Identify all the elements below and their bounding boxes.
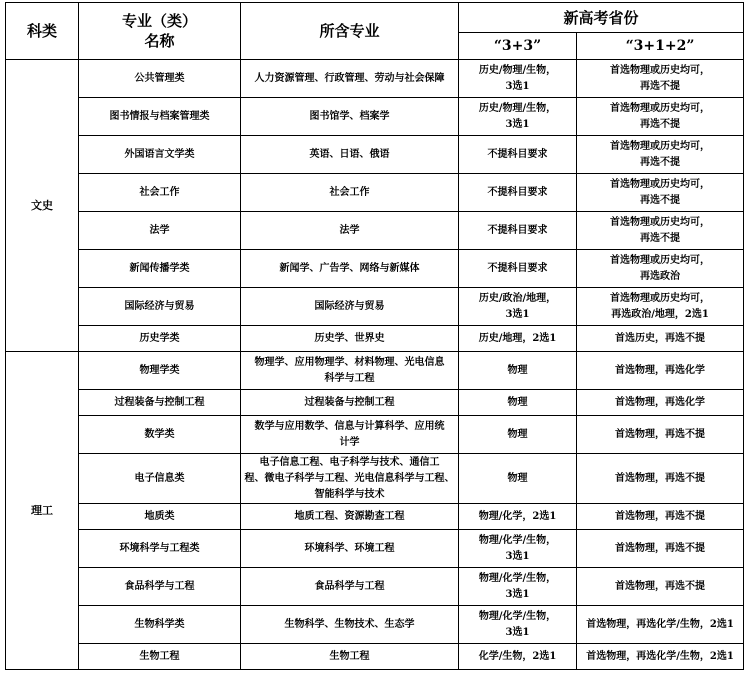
included-majors-cell	[241, 136, 459, 174]
requirement-3-3-line: 3选1	[505, 550, 530, 562]
category-cell: 文史	[6, 60, 79, 352]
requirement-3-1-2-cell	[577, 568, 744, 606]
included-majors-line: 地质工程、资源勘查工程	[294, 510, 405, 522]
table-body	[6, 60, 744, 670]
requirement-3-3-cell	[459, 390, 577, 416]
included-majors-cell	[241, 568, 459, 606]
included-majors-line: 英语、日语、俄语	[309, 148, 390, 160]
requirement-3-1-2-line: 再选政治	[640, 270, 680, 282]
requirement-3-1-2-cell	[577, 644, 744, 670]
included-majors-line: 环境科学、环境工程	[304, 542, 395, 554]
requirement-3-1-2-line: 首选物理或历史均可，	[610, 254, 710, 266]
requirement-3-1-2-line: 首选物理，再选化学/生物，2选1	[586, 650, 734, 662]
requirement-3-1-2-cell	[577, 352, 744, 390]
included-majors-cell	[241, 390, 459, 416]
requirement-3-1-2-line: 首选物理或历史均可，	[610, 216, 710, 228]
included-majors-cell	[241, 250, 459, 288]
requirement-3-3-line: 物理/化学，2选1	[478, 510, 557, 522]
requirement-3-3-line: 不提科目要求	[487, 148, 548, 160]
requirement-3-3-cell	[459, 288, 577, 326]
included-majors-line: 程、微电子科学与工程、光电信息科学与工程、	[244, 472, 455, 484]
header-major-line2: 名称	[144, 32, 175, 50]
requirement-3-1-2-cell	[577, 60, 744, 98]
included-majors-cell	[241, 98, 459, 136]
included-majors-line: 法学	[339, 224, 360, 236]
requirement-3-1-2-cell	[577, 390, 744, 416]
requirement-3-3-line: 物理/化学/生物，	[478, 534, 557, 546]
major-name-cell: 电子信息类	[79, 454, 241, 504]
requirement-3-1-2-line: 首选物理，再选不提	[615, 428, 705, 440]
table-row	[6, 644, 744, 670]
requirement-3-1-2-line: 再选不提	[640, 156, 680, 168]
requirement-3-1-2-line: 首选物理或历史均可，	[610, 102, 710, 114]
requirement-3-3-cell	[459, 568, 577, 606]
header-major-name	[79, 3, 241, 60]
table-row	[6, 390, 744, 416]
requirement-3-3-cell	[459, 136, 577, 174]
requirement-3-3-cell	[459, 454, 577, 504]
included-majors-line: 食品科学与工程	[314, 580, 385, 592]
included-majors-line: 科学与工程	[324, 372, 375, 384]
included-majors-line: 物理学、应用物理学、材料物理、光电信息	[254, 356, 445, 368]
requirement-3-3-cell	[459, 504, 577, 530]
included-majors-line: 过程装备与控制工程	[304, 396, 395, 408]
major-name-cell: 物理学类	[79, 352, 241, 390]
table-row	[6, 98, 744, 136]
table-row	[6, 250, 744, 288]
requirement-3-3-cell	[459, 416, 577, 454]
requirement-3-3-line: 历史/地理，2选1	[478, 332, 557, 344]
requirement-3-3-cell	[459, 530, 577, 568]
requirement-3-1-2-cell	[577, 606, 744, 644]
requirement-3-3-line: 3选1	[505, 626, 530, 638]
included-majors-cell	[241, 174, 459, 212]
included-majors-line: 生物科学、生物技术、生态学	[284, 618, 415, 630]
requirement-3-3-line: 3选1	[505, 80, 530, 92]
requirement-3-1-2-cell	[577, 174, 744, 212]
included-majors-line: 国际经济与贸易	[314, 300, 385, 312]
included-majors-cell	[241, 504, 459, 530]
requirement-3-1-2-line: 再选政治/地理，2选1	[611, 308, 709, 320]
requirement-3-3-cell	[459, 606, 577, 644]
requirement-3-1-2-line: 再选不提	[640, 232, 680, 244]
requirement-3-1-2-line: 再选不提	[640, 194, 680, 206]
requirement-3-1-2-cell	[577, 530, 744, 568]
requirement-3-1-2-cell	[577, 288, 744, 326]
requirement-3-3-line: 不提科目要求	[487, 262, 548, 274]
requirement-3-3-line: 历史/物理/生物，	[478, 64, 557, 76]
requirement-3-3-cell	[459, 326, 577, 352]
major-name-cell: 过程装备与控制工程	[79, 390, 241, 416]
subject-requirements-table	[5, 2, 744, 670]
requirement-3-1-2-cell	[577, 250, 744, 288]
requirement-3-1-2-cell	[577, 212, 744, 250]
table-row	[6, 212, 744, 250]
included-majors-line: 历史学、世界史	[314, 332, 385, 344]
requirement-3-3-cell	[459, 98, 577, 136]
requirement-3-3-cell	[459, 60, 577, 98]
included-majors-line: 生物工程	[329, 650, 370, 662]
requirement-3-1-2-line: 再选不提	[640, 80, 680, 92]
requirement-3-1-2-line: 首选物理，再选不提	[615, 472, 705, 484]
major-name-cell: 新闻传播学类	[79, 250, 241, 288]
header-major-line1: 专业（类）	[121, 12, 197, 30]
requirement-3-1-2-cell	[577, 504, 744, 530]
requirement-3-3-line: 物理	[507, 364, 528, 376]
included-majors-cell	[241, 454, 459, 504]
requirement-3-3-line: 历史/政治/地理，	[478, 292, 557, 304]
requirement-3-3-cell	[459, 174, 577, 212]
table-row	[6, 416, 744, 454]
included-majors-cell	[241, 352, 459, 390]
requirement-3-1-2-cell	[577, 326, 744, 352]
major-name-cell: 国际经济与贸易	[79, 288, 241, 326]
requirement-3-3-cell	[459, 212, 577, 250]
major-name-cell: 生物工程	[79, 644, 241, 670]
table-row	[6, 60, 744, 98]
included-majors-line: 社会工作	[329, 186, 370, 198]
included-majors-line: 计学	[339, 436, 360, 448]
table-row	[6, 352, 744, 390]
major-name-cell: 图书情报与档案管理类	[79, 98, 241, 136]
table-row	[6, 568, 744, 606]
table-row	[6, 606, 744, 644]
requirement-3-3-line: 不提科目要求	[487, 186, 548, 198]
requirement-3-1-2-line: 首选物理，再选化学	[615, 396, 705, 408]
requirement-3-3-line: 物理	[507, 472, 528, 484]
major-name-cell: 食品科学与工程	[79, 568, 241, 606]
requirement-3-1-2-line: 首选历史，再选不提	[615, 332, 705, 344]
major-name-cell: 地质类	[79, 504, 241, 530]
included-majors-cell	[241, 60, 459, 98]
table-row	[6, 530, 744, 568]
included-majors-line: 数学与应用数学、信息与计算科学、应用统	[254, 420, 445, 432]
major-name-cell: 公共管理类	[79, 60, 241, 98]
category-cell: 理工	[6, 352, 79, 670]
header-3-1-2: “3+1+2”	[577, 33, 744, 60]
table-row	[6, 136, 744, 174]
major-name-cell: 生物科学类	[79, 606, 241, 644]
included-majors-line: 人力资源管理、行政管理、劳动与社会保障	[254, 72, 445, 84]
requirement-3-1-2-line: 首选物理，再选化学/生物，2选1	[586, 618, 734, 630]
table-row	[6, 454, 744, 504]
requirement-3-1-2-line: 首选物理或历史均可，	[610, 140, 710, 152]
requirement-3-3-line: 化学/生物，2选1	[478, 650, 557, 662]
major-name-cell: 数学类	[79, 416, 241, 454]
requirement-3-1-2-line: 首选物理，再选不提	[615, 510, 705, 522]
requirement-3-3-line: 历史/物理/生物，	[478, 102, 557, 114]
requirement-3-1-2-line: 首选物理或历史均可，	[610, 178, 710, 190]
requirement-3-3-cell	[459, 352, 577, 390]
requirement-3-1-2-cell	[577, 454, 744, 504]
major-name-cell: 历史学类	[79, 326, 241, 352]
requirement-3-1-2-cell	[577, 98, 744, 136]
header-new-provinces: 新高考省份	[459, 3, 744, 33]
requirement-3-1-2-line: 首选物理，再选不提	[615, 580, 705, 592]
requirement-3-3-line: 3选1	[505, 118, 530, 130]
included-majors-line: 电子信息工程、电子科学与技术、通信工	[259, 456, 440, 468]
requirement-3-3-line: 物理	[507, 396, 528, 408]
table-row	[6, 504, 744, 530]
requirement-3-1-2-line: 首选物理或历史均可，	[610, 64, 710, 76]
requirement-3-3-line: 物理	[507, 428, 528, 440]
major-name-cell: 社会工作	[79, 174, 241, 212]
included-majors-cell	[241, 606, 459, 644]
requirement-3-3-cell	[459, 250, 577, 288]
included-majors-cell	[241, 326, 459, 352]
requirement-3-3-line: 物理/化学/生物，	[478, 610, 557, 622]
included-majors-line: 图书馆学、档案学	[309, 110, 390, 122]
included-majors-cell	[241, 416, 459, 454]
requirement-3-1-2-cell	[577, 136, 744, 174]
requirement-3-1-2-line: 首选物理，再选化学	[615, 364, 705, 376]
header-included: 所含专业	[241, 3, 459, 60]
requirement-3-1-2-cell	[577, 416, 744, 454]
included-majors-line: 新闻学、广告学、网络与新媒体	[279, 262, 420, 274]
major-name-cell: 外国语言文学类	[79, 136, 241, 174]
included-majors-line: 智能科学与技术	[314, 488, 385, 500]
included-majors-cell	[241, 288, 459, 326]
requirement-3-3-line: 不提科目要求	[487, 224, 548, 236]
included-majors-cell	[241, 644, 459, 670]
header-category: 科类	[6, 3, 79, 60]
requirement-3-1-2-line: 首选物理或历史均可，	[610, 292, 710, 304]
requirement-3-3-line: 3选1	[505, 308, 530, 320]
table-row	[6, 326, 744, 352]
requirement-3-3-line: 物理/化学/生物，	[478, 572, 557, 584]
major-name-cell: 法学	[79, 212, 241, 250]
major-name-cell: 环境科学与工程类	[79, 530, 241, 568]
requirement-3-1-2-line: 再选不提	[640, 118, 680, 130]
requirement-3-3-cell	[459, 644, 577, 670]
included-majors-cell	[241, 530, 459, 568]
table-row	[6, 288, 744, 326]
header-3-3: “3+3”	[459, 33, 577, 60]
requirement-3-3-line: 3选1	[505, 588, 530, 600]
included-majors-cell	[241, 212, 459, 250]
requirement-3-1-2-line: 首选物理，再选不提	[615, 542, 705, 554]
table-row	[6, 174, 744, 212]
